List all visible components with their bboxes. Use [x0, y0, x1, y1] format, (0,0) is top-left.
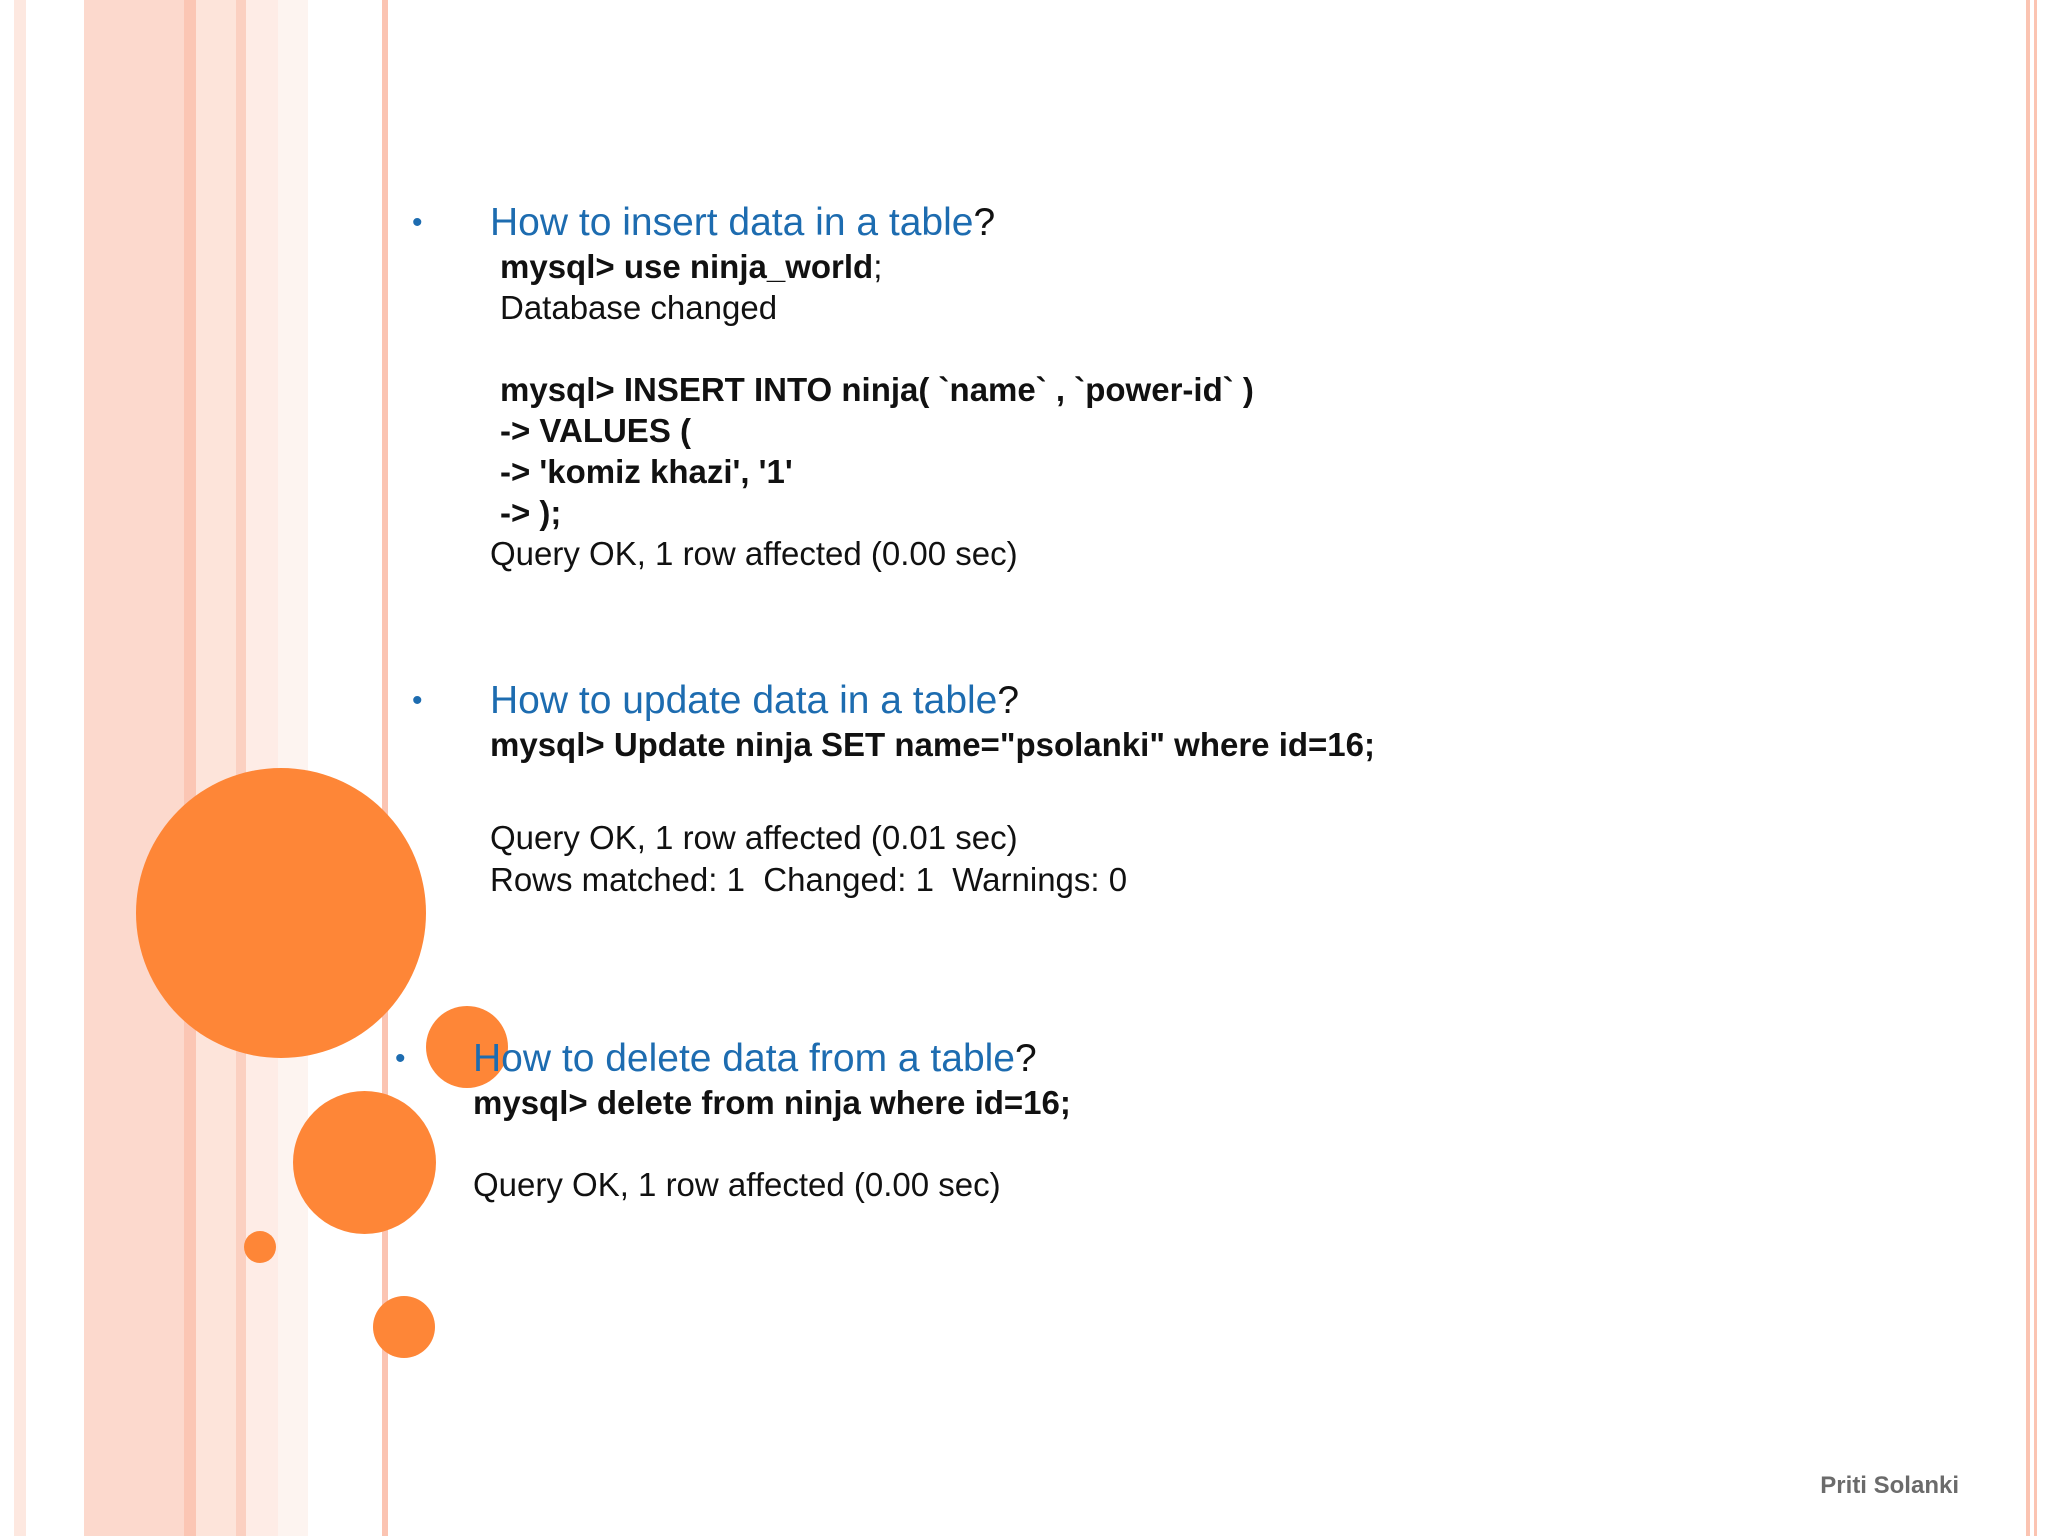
code-line: mysql> Update ninja SET name="psolanki" where id=16; — [490, 726, 1375, 763]
code-line: mysql> use ninja_world; — [500, 248, 883, 285]
delete-heading — [395, 1036, 1071, 1082]
blank-line — [490, 765, 1375, 817]
output-line: Database changed — [500, 289, 778, 326]
tiny-orange-circle — [244, 1231, 276, 1263]
code-line: -> ); — [500, 494, 562, 531]
question-mark: ? — [1014, 1037, 1037, 1080]
code-line: -> VALUES ( — [500, 412, 691, 449]
question-mark: ? — [997, 679, 1020, 722]
insert-question: How to insert data in a table — [490, 201, 974, 244]
medium-orange-circle — [293, 1091, 436, 1234]
code-line: mysql> INSERT INTO ninja( `name` , `power-id` ) — [500, 371, 1254, 408]
output-line: Query OK, 1 row affected (0.01 sec) — [490, 819, 1018, 856]
delete-section — [395, 1036, 1071, 1205]
update-heading — [412, 678, 1375, 724]
output-line: Rows matched: 1 Changed: 1 Warnings: 0 — [490, 861, 1128, 898]
code-line: mysql> delete from ninja where id=16; — [473, 1084, 1071, 1121]
blank-line — [490, 328, 1254, 369]
output-line: Query OK, 1 row affected (0.00 sec) — [473, 1166, 1001, 1203]
author-footer: Priti Solanki — [1820, 1472, 1959, 1499]
delete-question: How to delete data from a table — [473, 1037, 1015, 1080]
update-section — [412, 678, 1375, 900]
insert-section — [412, 200, 1254, 574]
update-question: How to update data in a table — [490, 679, 998, 722]
insert-heading — [412, 200, 1254, 246]
bullet-icon: • — [412, 684, 423, 717]
bullet-icon: • — [412, 206, 423, 239]
question-mark: ? — [973, 201, 996, 244]
output-line: Query OK, 1 row affected (0.00 sec) — [490, 535, 1018, 572]
bullet-icon: • — [395, 1042, 406, 1075]
code-line: -> 'komiz khazi', '1' — [500, 453, 793, 490]
blank-line — [473, 1123, 1071, 1164]
small-orange-circle-bottom — [373, 1296, 435, 1358]
large-orange-circle — [136, 768, 426, 1058]
